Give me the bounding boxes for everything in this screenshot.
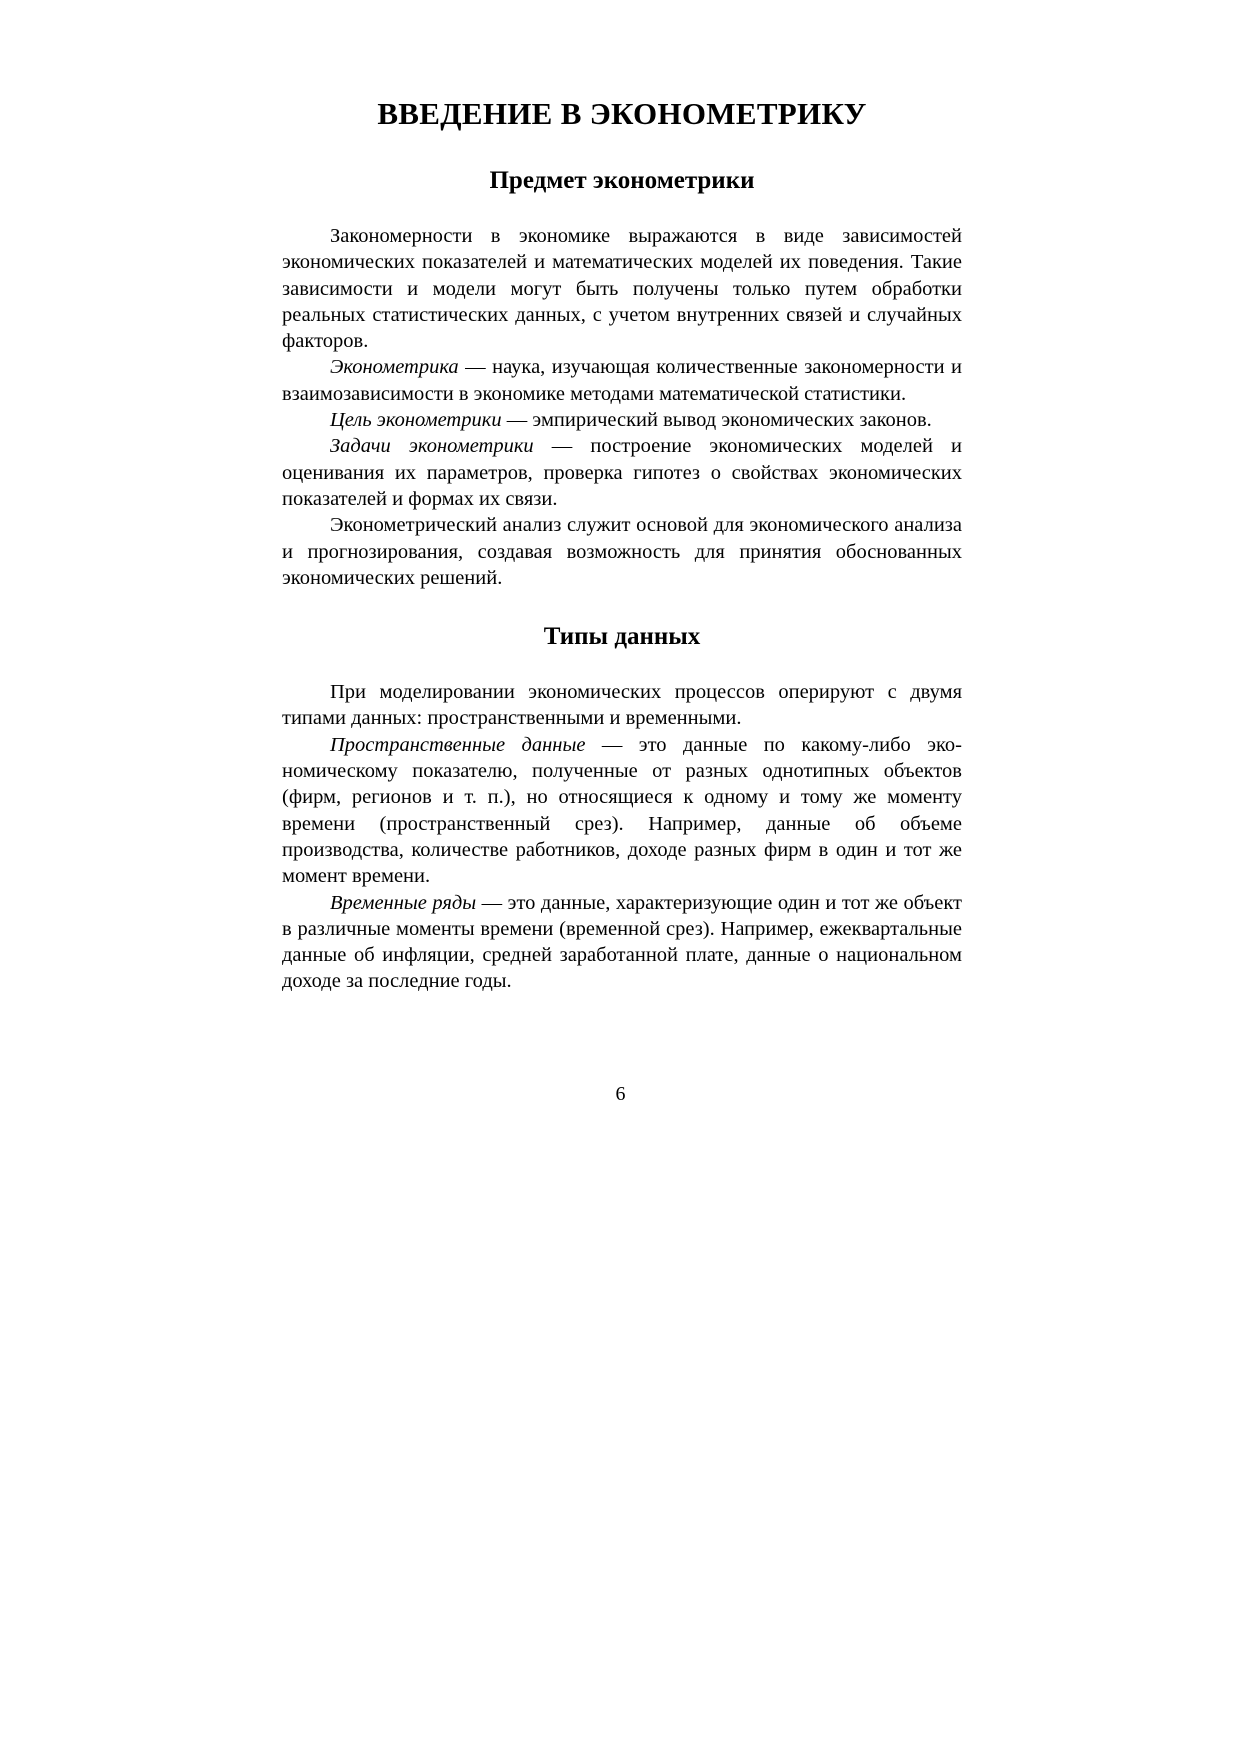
defined-term: Цель эконометрики xyxy=(330,409,502,432)
defined-term: Эконометрика xyxy=(330,356,459,379)
defined-term: Временные ряды xyxy=(330,891,477,914)
section-title-subject: Предмет эконометрики xyxy=(489,167,755,194)
defined-term: Пространственные данные xyxy=(330,733,586,756)
paragraph xyxy=(282,732,962,890)
paragraph-text: — наука, изучающая количественные закономерности и взаимозависимости в экономике методами математической статистики. xyxy=(282,356,962,405)
section-body-subject xyxy=(282,223,962,591)
section-title-data-types: Типы данных xyxy=(543,623,701,651)
page-title: ВВЕДЕНИЕ В ЭКОНОМЕТРИКУ xyxy=(377,96,867,131)
paragraph xyxy=(282,407,962,433)
paragraph-text: — это данные по какому-либо экономическому показателю, полученные от разных однотипных объектов (фирм, регионов и т. п.), но относящиеся к одному и тому же моменту времени (пространственный срез). Например, данные об объеме производства, количестве работников, доходе разных фирм в один и тот же момент времени. xyxy=(282,733,962,888)
paragraph-text: — эмпирический вывод экономических законов. xyxy=(501,409,932,432)
paragraph xyxy=(282,512,962,591)
paragraph xyxy=(282,354,962,407)
paragraph xyxy=(282,223,962,354)
paragraph xyxy=(282,890,962,995)
defined-term: Задачи эконометрики xyxy=(330,435,534,458)
section-body-data-types xyxy=(282,679,962,995)
paragraph-text: При моделировании экономических процессов оперируют с двумя типами данных: пространственными и временными. xyxy=(282,681,962,730)
paragraph xyxy=(282,679,962,732)
document-page xyxy=(282,92,962,995)
page-number: 6 xyxy=(615,1083,626,1105)
paragraph-text: — это данные, характеризующие один и тот же объект в различные моменты времени (временной срез). Например, ежеквартальные данные об инфляции, средней заработанной плате, данные о национальном доходе за последние годы. xyxy=(282,891,962,993)
paragraph-text: Эконометрический анализ служит основой для экономического анализа и прогнозирования, создавая возможность для принятия обоснованных экономических решений. xyxy=(282,514,962,589)
paragraph-text: Закономерности в экономике выражаются в виде зависимостей экономических показателей и математических моделей их поведения. Такие зависимости и модели могут быть получены только путем обработки реальных статистических данных, с учетом внутренних связей и случайных факторов. xyxy=(282,225,962,353)
paragraph-text: — построение экономических моделей и оценивания их параметров, проверка гипотез о свойствах экономических показателей и формах их связи. xyxy=(282,435,962,510)
paragraph xyxy=(282,433,962,512)
